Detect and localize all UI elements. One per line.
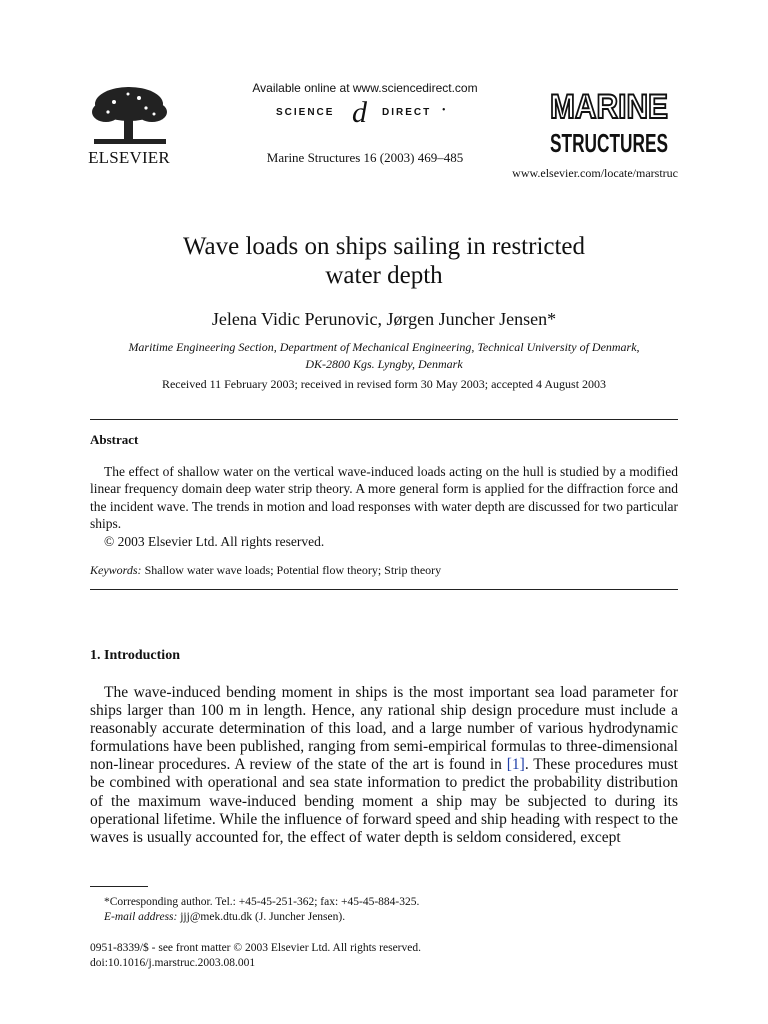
sd-mark: d [352,96,367,129]
introduction-body [90,684,678,847]
marine-logo-line1: MARINE [550,88,668,126]
authors: Jelena Vidic Perunovic, Jørgen Juncher Jensen* [211,309,557,329]
title-line-2: water depth [325,262,443,289]
sd-dot: • [442,105,446,116]
marine-logo-line2: STRUCTURES [550,128,668,158]
divider-bottom [90,589,678,590]
article-title [90,232,678,290]
keywords [90,563,678,578]
sciencedirect-logo [270,98,470,128]
corresponding-author: *Corresponding author. Tel.: +45-45-251-362; fax: +45-45-884-325. [104,896,420,908]
issn-line: 0951-8339/$ - see front matter © 2003 Elsevier Ltd. All rights reserved. [90,942,421,954]
journal-url[interactable]: www.elsevier.com/locate/marstruc [512,166,678,180]
abstract-copyright: © 2003 Elsevier Ltd. All rights reserved. [104,533,325,549]
abstract-heading: Abstract [90,432,139,447]
abstract-body [90,463,678,550]
doi-line[interactable]: doi:10.1016/j.marstruc.2003.08.001 [90,957,256,969]
affiliation-line-1: Maritime Engineering Section, Department of Mechanical Engineering, Technical University of Denmark, [128,340,640,354]
marine-structures-logo [545,86,673,158]
footnote [90,895,678,925]
affiliation [90,339,678,373]
sd-right-text: DIRECT [382,107,432,118]
section-heading-introduction: 1. Introduction [90,648,180,663]
email-address[interactable]: jjj@mek.dtu.dk (J. Juncher Jensen). [177,911,346,923]
introduction-paragraph [90,684,678,847]
email-line [90,910,678,925]
affiliation-line-2: DK-2800 Kgs. Lyngby, Denmark [305,357,463,371]
bottom-meta [90,941,678,971]
sd-left-text: SCIENCE [276,107,335,118]
email-label: E-mail address: [104,911,178,923]
intro-text-b: . These procedures must be combined with operational and sea state information to predict the probability distribution of the maximum wave-induced bending moment a ship may be subjected to during its operational lifetime. While the influence of forward speed and ship heading with respect to the waves is usually accounted for, the effect of water depth is seldom considered, except [90,756,678,846]
received-dates: Received 11 February 2003; received in revised form 30 May 2003; accepted 4 August 2003 [161,377,607,391]
divider-top [90,419,678,420]
keywords-label: Keywords: [90,563,142,577]
citation-link[interactable]: [1] [506,756,525,774]
abstract-text: The effect of shallow water on the vertical wave-induced loads acting on the hull is studied by a modified linear frequency domain deep water strip theory. A more general form is applied for the diffraction force and the incident wave. The trends in motion and load responses with water depth are discussed for two particular ships. [90,464,678,532]
keywords-list: Shallow water wave loads; Potential flow theory; Strip theory [144,563,442,577]
title-line-1: Wave loads on ships sailing in restricted [182,233,586,260]
available-online-text: Available online at www.sciencedirect.com [252,81,478,95]
elsevier-wordmark: ELSEVIER [88,148,170,167]
footnote-rule [90,886,148,887]
intro-text-a: The wave-induced bending moment in ships is the most important sea load parameter for ships larger than 100 m in length. Hence, any rational ship design procedure must include a reasonably accurate determination of this load, and a large number of various hydrodynamic formulations have been published, ranging from semi-empirical formulas to three-dimensional non-linear procedures. A review of the state of the art is found in [90,684,678,774]
journal-reference: Marine Structures 16 (2003) 469–485 [266,150,464,165]
